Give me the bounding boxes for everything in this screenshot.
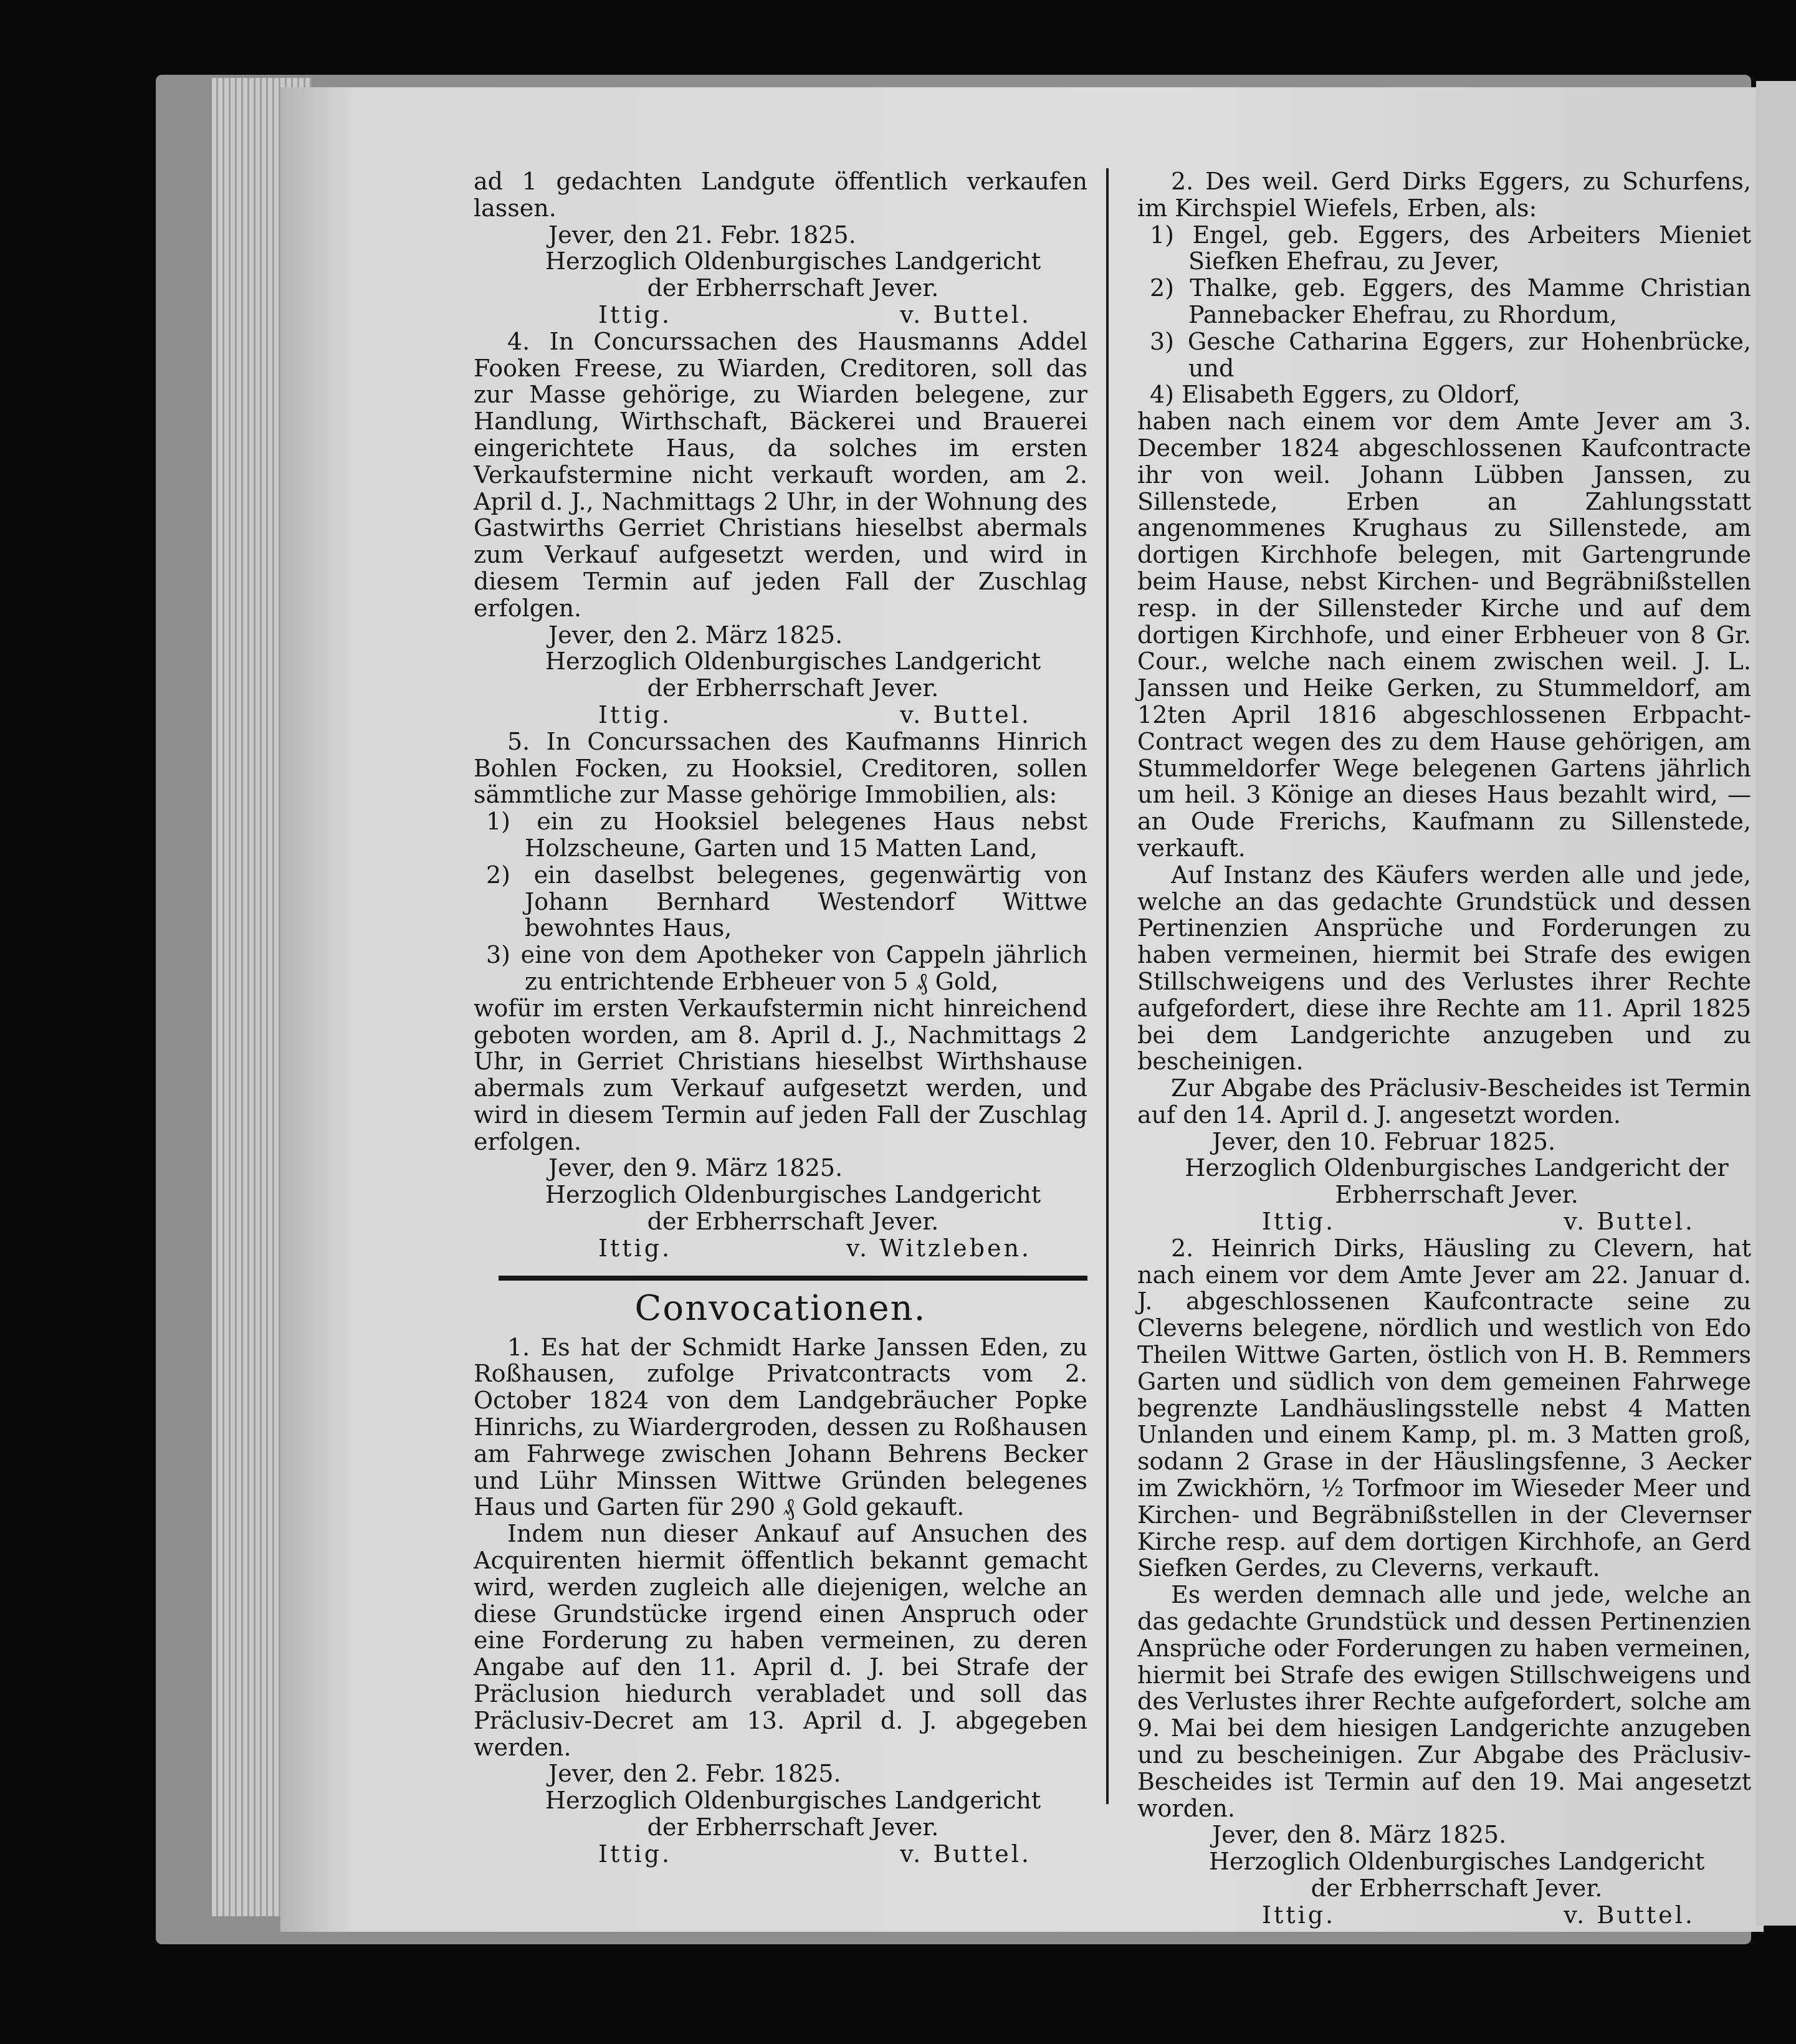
- top-line: ad 1 gedachten Landgute öffentlich verkaufen lassen.: [474, 168, 1087, 222]
- court-name: der Erbherrschaft Jever.: [647, 1813, 939, 1841]
- section-rule: [499, 1276, 1087, 1281]
- list-item: 2) ein daselbst belegenes, gegenwärtig von Johann Bernhard Westendorf Wittwe bewohntes Haus,: [486, 861, 1087, 942]
- signer: v. Buttel.: [1564, 1901, 1695, 1929]
- signature-block: [474, 1760, 1087, 1867]
- signature-block: [474, 1155, 1087, 1261]
- signers: [474, 1841, 1087, 1868]
- notice-paragraph: 2. Heinrich Dirks, Häusling zu Clevern, hat nach einem vor dem Amte Jever am 22. Januar d. J. abgeschlossenen Kaufcontracte seine zu Cleverns belegene, nördlich und westlich von Edo Theilen Wittwe Garten, östlich von H. B. Remmers Garten und südlich von dem gemeinen Fahrwege begrenzte Landhäuslingsstelle nebst 4 Matten Unlanden und einem Kamp, pl. m. 3 Matten groß, sodann 2 Grase in der Häuslingsfenne, 3 Aecker im Zwickhörn, ½ Torfmoor im Wieseder Meer und Kirchen- und Begräbnißstellen in der Clevernser Kirche resp. auf dem dortigen Kirchhofe, an Gerd Siefken Gerdes, zu Cleverns, verkauft.: [1137, 1234, 1751, 1582]
- list-item: 3) eine von dem Apotheker von Cappeln jährlich zu entrichtende Erbheuer von 5 ₰ Gold,: [486, 941, 1087, 995]
- signer: Ittig.: [598, 1234, 672, 1262]
- column-divider: [1106, 168, 1109, 1804]
- court-name: Herzoglich Oldenburgisches Landgericht der: [1185, 1154, 1729, 1182]
- right-column: [1137, 168, 1751, 1929]
- notice-paragraph: wofür im ersten Verkaufstermin nicht hinreichend geboten worden, am 8. April d. J., Nachmittags 2 Uhr, in Gerriet Christians hieselbst Wirthshause abermals zum Verkauf aufgesetzt werden, und wird in diesem Termin auf jeden Fall der Zuschlag erfolgen.: [474, 994, 1087, 1155]
- place-date: Jever, den 21. Febr. 1825.: [548, 221, 856, 249]
- signer: v. Buttel.: [900, 1840, 1031, 1868]
- court-name: Herzoglich Oldenburgisches Landgericht: [545, 647, 1041, 676]
- notice-paragraph: 5. In Concurssachen des Kaufmanns Hinrich Bohlen Focken, zu Hooksiel, Creditoren, sollen sämmtliche zur Masse gehörige Immobilien, als:: [474, 727, 1087, 809]
- signer: v. Witzleben.: [846, 1234, 1031, 1262]
- place-date: Jever, den 10. Februar 1825.: [1212, 1127, 1556, 1155]
- court-name: Herzoglich Oldenburgisches Landgericht: [1208, 1848, 1705, 1876]
- signer: Ittig.: [598, 1840, 672, 1868]
- signer: v. Buttel.: [1564, 1208, 1695, 1236]
- signature-block: [1137, 1822, 1751, 1928]
- signer: v. Buttel.: [900, 300, 1031, 328]
- place-date: Jever, den 9. März 1825.: [548, 1154, 843, 1182]
- signer: Ittig.: [598, 300, 672, 328]
- court-name: Herzoglich Oldenburgisches Landgericht: [545, 1181, 1041, 1209]
- signature-block: [474, 222, 1087, 328]
- list-item: 1) ein zu Hooksiel belegenes Haus nebst Holzscheune, Garten und 15 Matten Land,: [486, 808, 1087, 862]
- next-page-edge: [1756, 81, 1796, 1926]
- notice-paragraph: 2. Des weil. Gerd Dirks Eggers, zu Schurfens, im Kirchspiel Wiefels, Erben, als:: [1137, 168, 1751, 222]
- signers: [1137, 1902, 1751, 1929]
- signer: Ittig.: [598, 700, 672, 728]
- signature-block: [474, 622, 1087, 728]
- notice-paragraph: Es werden demnach alle und jede, welche an das gedachte Grundstück und dessen Pertinenzien Ansprüche oder Forderungen zu haben vermeinen, hiermit bei Strafe des ewigen Stillschweigens und des Verlustes ihrer Rechte aufgefordert, solche am 9. Mai bei dem hiesigen Landgerichte anzugeben und zu bescheinigen. Zur Abgabe des Präclusiv-Bescheides ist Termin auf den 19. Mai angesetzt worden.: [1137, 1581, 1751, 1822]
- signature-block: [1137, 1129, 1751, 1235]
- place-date: Jever, den 8. März 1825.: [1212, 1821, 1507, 1849]
- notice-paragraph: Indem nun dieser Ankauf auf Ansuchen des Acquirenten hiermit öffentlich bekannt gemacht wird, werden zugleich alle diejenigen, welche an diese Grundstücke irgend einen Anspruch oder eine Forderung zu haben vermeinen, zu deren Angabe auf den 11. April d. J. bei Strafe der Präclusion hiedurch verabladet und soll das Präclusiv-Decret am 13. April d. J. abgegeben werden.: [474, 1520, 1087, 1761]
- court-name: der Erbherrschaft Jever.: [647, 674, 939, 702]
- left-column: [474, 168, 1087, 1868]
- signers: [474, 302, 1087, 328]
- notice-paragraph: Zur Abgabe des Präclusiv-Bescheides ist Termin auf den 14. April d. J. angesetzt worden.: [1137, 1074, 1751, 1129]
- list-item: 4) Elisabeth Eggers, zu Oldorf,: [1150, 381, 1521, 409]
- court-name: der Erbherrschaft Jever.: [1311, 1874, 1603, 1902]
- court-name: der Erbherrschaft Jever.: [647, 1208, 939, 1236]
- notice-paragraph: 4. In Concurssachen des Hausmanns Addel Fooken Freese, zu Wiarden, Creditoren, soll das zur Masse gehörige, zu Wiarden belegene, zur Handlung, Wirthschaft, Bäckerei und Brauerei eingerichtete Haus, da solches im ersten Verkaufstermine nicht verkauft worden, am 2. April d. J., Nachmittags 2 Uhr, in der Wohnung des Gastwirths Gerriet Christians hieselbst abermals zum Verkauf aufgesetzt werden, und wird in diesem Termin auf jeden Fall der Zuschlag erfolgen.: [474, 327, 1087, 622]
- list-item: 3) Gesche Catharina Eggers, zur Hohenbrücke, und: [1150, 327, 1751, 382]
- notice-paragraph: haben nach einem vor dem Amte Jever am 3. December 1824 abgeschlossenen Kaufcontracte ihr von weil. Johann Lübben Janssen, zu Sillenstede, Erben an Zahlungsstatt angenommenes Krughaus zu Sillenstede, am dortigen Kirchhofe belegen, mit Gartengrunde beim Hause, nebst Kirchen- und Begräbnißstellen resp. in der Sillensteder Kirche und auf dem dortigen Kirchhofe, und einer Erbheuer von 8 Gr. Cour., welche nach einem zwischen weil. J. L. Janssen und Heike Gerken, zu Stummeldorf, am 12ten April 1816 abgeschlossenen Erbpacht-Contract wegen des zu dem Hause gehörigen, am Stummeldorfer Wege belegenen Gartens jährlich um heil. 3 Könige an dieses Haus bezahlt wird, — an Oude Frerichs, Kaufmann zu Sillenstede, verkauft.: [1137, 408, 1751, 862]
- list-item: 2) Thalke, geb. Eggers, des Mamme Christian Pannebacker Ehefrau, zu Rhordum,: [1150, 274, 1751, 328]
- section-title: Convocationen.: [634, 1287, 927, 1329]
- place-date: Jever, den 2. Febr. 1825.: [548, 1760, 841, 1788]
- signer: Ittig.: [1262, 1208, 1336, 1236]
- signers: [474, 1235, 1087, 1262]
- signer: Ittig.: [1262, 1901, 1336, 1929]
- court-name: der Erbherrschaft Jever.: [647, 274, 939, 302]
- signers: [474, 702, 1087, 728]
- court-name: Herzoglich Oldenburgisches Landgericht: [545, 1787, 1041, 1815]
- court-name: Erbherrschaft Jever.: [1335, 1181, 1579, 1209]
- signers: [1137, 1208, 1751, 1235]
- place-date: Jever, den 2. März 1825.: [548, 621, 843, 649]
- list-item: 1) Engel, geb. Eggers, des Arbeiters Mieniet Siefken Ehefrau, zu Jever,: [1150, 221, 1751, 275]
- signer: v. Buttel.: [900, 700, 1031, 728]
- court-name: Herzoglich Oldenburgisches Landgericht: [545, 247, 1041, 275]
- notice-paragraph: Auf Instanz des Käufers werden alle und jede, welche an das gedachte Grundstück und dessen Pertinenzien Ansprüche und Forderungen zu haben vermeinen, hiermit bei Strafe des ewigen Stillschweigens und des Verlustes ihrer Rechte aufgefordert, diese ihre Rechte am 11. April 1825 bei dem Landgerichte anzugeben und zu bescheinigen.: [1137, 861, 1751, 1076]
- notice-paragraph: 1. Es hat der Schmidt Harke Janssen Eden, zu Roßhausen, zufolge Privatcontracts vom 2. October 1824 von dem Landgebräucher Popke Hinrichs, zu Wiardergroden, dessen zu Roßhausen am Fahrwege zwischen Johann Behrens Becker und Lühr Minssen Wittwe Gründen belegenes Haus und Garten für 290 ₰ Gold gekauft.: [474, 1333, 1087, 1521]
